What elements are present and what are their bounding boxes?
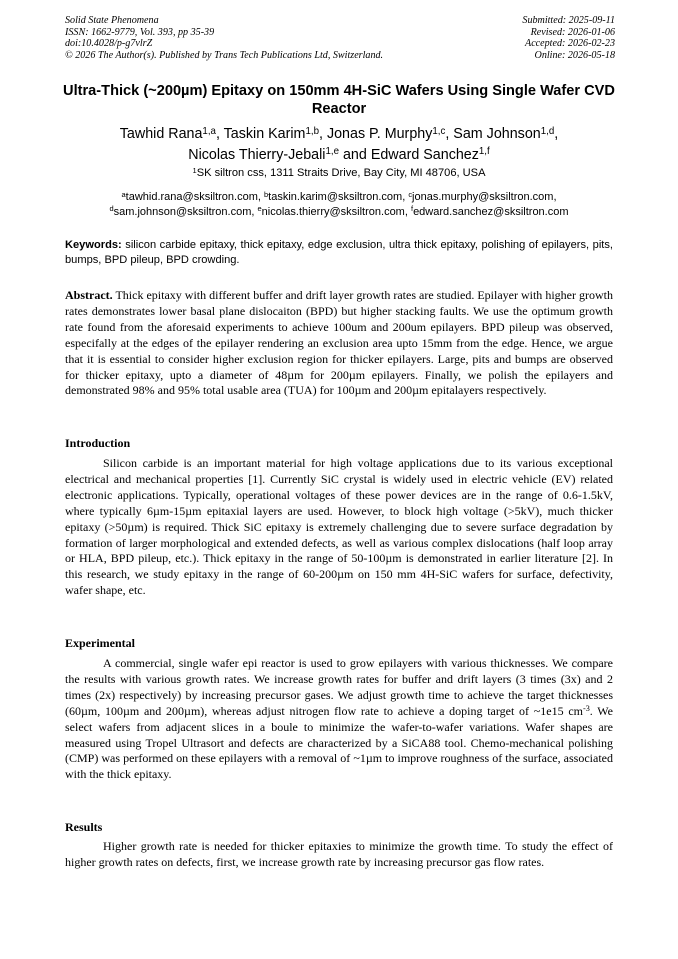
email-address[interactable]: taskin.karim@sksiltron.com [268, 191, 403, 203]
author-name: Jonas P. Murphy [326, 126, 433, 142]
email-address[interactable]: edward.sanchez@sksiltron.com [413, 205, 569, 218]
author-affiliation-marker: 1,e [325, 146, 339, 158]
email-line-2: $^d$sam.johnson@sksiltron.com, $^e$nicolas.thierry@sksiltron.com, $^f$edward.sanchez@sksiltron.com [109, 204, 569, 218]
author-line-1: Tawhid Rana$^{1,a}$, Taskin Karim$^{1,b}$, Jonas P. Murphy$^{1,c}$, Sam Johnson$^{1,d}$, [119, 125, 559, 142]
experimental-heading: Experimental [65, 636, 135, 650]
author-affiliation-marker: 1,b [305, 125, 319, 137]
email-marker: b [264, 189, 269, 199]
author-affiliation-marker: 1,f [478, 146, 490, 158]
introduction-paragraph: Silicon carbide is an important material for high voltage applications due to its various exceptional electrical and mechanical properties [1]. Currently SiC crystal is widely used in electric vehicle (EV) related electronic applications. Typically, operational voltages of these power devices are in the range of 0.6-1.5kV, where typically 6µm-15µm epitaxial layers are used. However, to block high voltage (>5kV), much thicker epitaxy (>50µm) is required. Thick SiC epitaxy is extremely challenging due to severe surface degradation by formation of larger morphological and extended defects, as well as various complex dislocations (half loop array or HLA, BPD pileup, etc.). Thick epitaxy in the range of 50-100µm is demonstrated in earlier literature [2]. In this research, we study epitaxy in the range of 60-200µm on 150 mm 4H-SiC wafers for surface, defectivity, wafer shape, etc. [65, 456, 613, 598]
authors-conjunction: and [342, 146, 367, 163]
email-address[interactable]: jonas.murphy@sksiltron.com [412, 191, 554, 203]
author-affiliation-marker: 1,d [540, 125, 555, 137]
author-name: Tawhid Rana [119, 126, 203, 142]
email-line-1: $^a$tawhid.rana@sksiltron.com, $^b$taskin.karim@sksiltron.com, $^c$jonas.murphy@sksiltron.com, [121, 189, 557, 203]
email-marker: e [257, 204, 262, 214]
abstract-label: Abstract. [65, 288, 113, 302]
abstract-text: Thick epitaxy with different buffer and drift layer growth rates are studied. Epilayer with higher growth rates demonstrates lower basal plane dislocaiton (BPD) but higher stacking faults. We use the optimum growth rate found from the aforesaid experiments to achieve 100um and 200um epilayers. BPD pileup was observed, especifally at the edges of the epilayer rendering an exclusion area upto 15mm from the edge. Hence, we argue that it is essential to consider higher exclusion region for thicker epilayers. Large, pits and bumps are observed for thicker epitaxy, upto a diameter of 48µm for 200µm epilayers. Finally, we polish the epilayers and demonstrated 98% and 95% total usable area (TUA) for 100µm and 200µm epitalayers respectively. [65, 288, 613, 398]
affiliation [40, 166, 638, 180]
results-heading: Results [65, 820, 103, 834]
online-date: Online: 2026-05-18 [534, 49, 615, 61]
affiliation-text: SK siltron css, 1311 Straits Drive, Bay City, MI 48706, USA [196, 167, 486, 179]
journal-name: Solid State Phenomena [65, 15, 159, 26]
results-paragraph: Higher growth rate is needed for thicker epitaxies to minimize the growth time. To study the effect of higher growth rates on defects, first, we increase growth rate by increasing precursor gas flow rates. [65, 839, 613, 869]
author-affiliation-marker: 1,c [432, 125, 446, 137]
author-name: Sam Johnson [453, 126, 541, 142]
copyright-notice: © 2026 The Author(s). Published by Trans Tech Publications Ltd, Switzerland. [65, 49, 384, 61]
author-name: Edward Sanchez [370, 146, 479, 163]
issn-volume: ISSN: 1662-9779, Vol. 393, pp 35-39 [65, 26, 215, 38]
author-name: Taskin Karim [223, 126, 306, 142]
author-line-2 [40, 145, 638, 166]
exponent: -3 [582, 704, 590, 714]
author-affiliation-marker: 1,a [202, 125, 216, 137]
journal-header-right [522, 15, 615, 61]
email-address[interactable]: tawhid.rana@sksiltron.com [125, 191, 258, 203]
email-marker: c [408, 189, 413, 199]
journal-header-left [65, 15, 383, 61]
affiliation-marker: 1 [192, 165, 197, 175]
doi: doi:10.4028/p-g7vlrZ [65, 38, 153, 50]
keywords-text: silicon carbide epitaxy, thick epitaxy, edge exclusion, ultra thick epitaxy, polishing of epilayers, pits, bumps, BPD pileup, BPD crowding. [65, 239, 613, 267]
keywords-section [65, 238, 613, 268]
submitted-date: Submitted: 2025-09-11 [522, 15, 615, 26]
paper-title: Ultra-Thick (~200µm) Epitaxy on 150mm 4H-SiC Wafers Using Single Wafer CVD Reactor [63, 83, 615, 117]
author-name: Nicolas Thierry-Jebali [188, 146, 326, 163]
email-marker: d [109, 204, 114, 214]
email-marker: a [121, 189, 126, 199]
email-marker: f [410, 204, 414, 214]
experimental-text-part-2: . We select wafers from adjacent slices in a boule to minimize the wafer-to-wafer variations. Wafer shapes are measured using Tropel Ultrasort and defects are characterized by a SiCA88 tool. Chemo-mechanical polishing (CMP) was performed on these epilayers with a removal of ~1µm to improve roughness of the surface, associated with the thick epitaxy. [65, 703, 613, 782]
email-address[interactable]: nicolas.thierry@sksiltron.com [261, 205, 405, 218]
keywords-label: Keywords: [65, 239, 122, 251]
abstract-section [65, 288, 613, 399]
experimental-paragraph [65, 656, 613, 783]
experimental-text-part-1: A commercial, single wafer epi reactor is used to grow epilayers with various thicknesses. We compare the results with various growth rates. We increase growth rates for buffer and drift layers (3 times (3x) and 2 times (2x) respectively) by increasing precursor gases. We adjust growth time to achieve the target thicknesses (60µm, 100µm and 200µm), whereas adjust nitrogen flow rate to achieve a doping target of ~1e15 cm [65, 656, 613, 718]
accepted-date: Accepted: 2026-02-23 [525, 38, 615, 50]
email-address[interactable]: sam.johnson@sksiltron.com [113, 205, 252, 218]
revised-date: Revised: 2026-01-06 [530, 26, 615, 38]
author-list [40, 124, 638, 165]
author-emails [30, 190, 648, 220]
introduction-heading: Introduction [65, 436, 131, 450]
